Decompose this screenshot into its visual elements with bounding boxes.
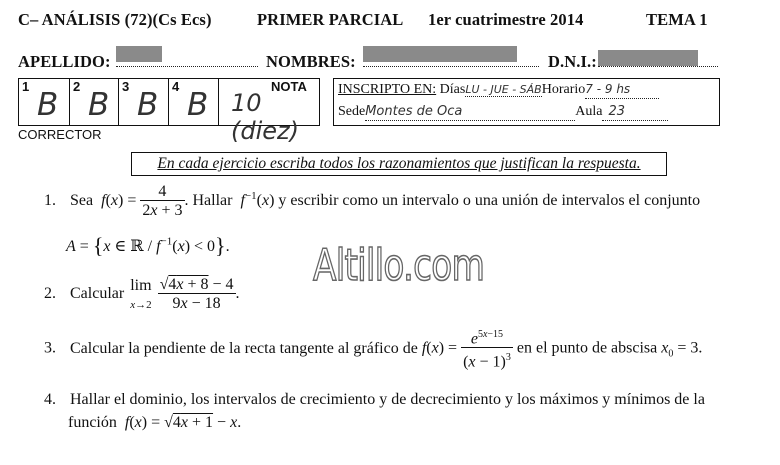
question-4-line-2: función f(x) = √4x + 1 − x. [68, 414, 242, 431]
question-1-set: A = {x ∈ ℝ / $f^{-1}(x) < 0$}. [66, 233, 230, 258]
inscription-row-1 [338, 82, 659, 99]
question-text: función [68, 414, 117, 431]
question-3: 3. Calcular la pendiente de la recta tangente al gráfico de f(x) = $\frac{e^{5x-15}}{(x - 1)^3}$ en el punto de abscisa $x_0 = 3$. [44, 326, 774, 372]
math-expression: f [236, 192, 245, 210]
question-text: Calcular [70, 285, 125, 303]
nota-label: NOTA [271, 79, 307, 94]
nombres-dots [363, 66, 539, 67]
math-limit: lim x→2 [130, 276, 152, 311]
dni-label: D.N.I.: [548, 52, 597, 71]
exam-tema: TEMA 1 [646, 10, 708, 29]
grade-cell-mark: B [137, 87, 159, 123]
question-number: 2. [44, 285, 56, 303]
question-2: 2. Calcular lim x→2 $\frac{√4x + 8 - 4}{9x - 18}$ . [44, 276, 240, 312]
grade-cell-1 [19, 79, 70, 125]
nota-value: 10 (diez) [231, 89, 299, 145]
question-number: 3. [44, 339, 56, 357]
question-1: 1. Sea f(x) = $\frac{4}{2x + 3}$ . Hallar $f^{-1}(x)$ y escribir como un intervalo o una unión de intervalos el conjunto [44, 183, 701, 219]
grade-cell-mark: B [37, 87, 59, 123]
grade-cell-3 [119, 79, 169, 125]
question-text: Calcular la pendiente de la recta tangente al gráfico de [70, 339, 418, 357]
grade-cell-number: 1 [22, 79, 30, 94]
math-fraction: $\frac{√4x + 8 - 4}{9x - 18}$ [159, 276, 234, 312]
exam-term: 1er cuatrimestre 2014 [428, 10, 584, 29]
inscripto-label: INSCRIPTO EN: [338, 82, 437, 97]
aula-value: 23 [608, 104, 625, 119]
sede-value: Montes de Oca [365, 104, 463, 119]
grade-cell-mark: B [187, 87, 209, 123]
math-expression: f [421, 339, 427, 357]
grade-cell-number: 3 [122, 79, 130, 94]
grade-cell-2 [70, 79, 119, 125]
inscription-row-2 [338, 104, 668, 121]
question-text: en el punto de abscisa [516, 339, 658, 357]
grade-cell-number: 2 [73, 79, 81, 94]
dias-value: LU - JUE - SÁB [465, 83, 542, 96]
nombres-label: NOMBRES: [266, 52, 356, 71]
question-number: 1. [44, 192, 56, 210]
watermark: Altillo.com [313, 240, 485, 291]
grade-cell-number: 4 [172, 79, 180, 94]
course-title: C– ANÁLISIS (72)(Cs Ecs) [18, 10, 212, 29]
nombres-redacted [363, 46, 517, 62]
sede-label: Sede [338, 104, 366, 119]
question-text: y escribir como un intervalo o una unión de intervalos el conjunto [278, 192, 701, 210]
apellido-dots [116, 66, 258, 67]
math-fraction: $\frac{4}{2x + 3}$ [142, 183, 183, 219]
question-text: Sea [70, 192, 94, 210]
instructions-box: En cada ejercicio escriba todos los razonamientos que justifican la respuesta. [131, 152, 667, 176]
question-4 [44, 391, 774, 409]
dni-redacted [598, 50, 698, 66]
dias-label: Días [439, 82, 466, 97]
grade-cell-4 [169, 79, 219, 125]
horario-value: 7 - 9 hs [585, 82, 631, 96]
dni-dots [598, 66, 718, 67]
horario-label: Horario [541, 82, 586, 97]
math-expression: f [97, 192, 106, 210]
apellido-redacted [116, 46, 162, 62]
inscription-box [333, 78, 720, 126]
apellido-label: APELLIDO: [18, 52, 111, 71]
math-expression: (x) = [105, 192, 137, 210]
corrector-label: CORRECTOR [18, 127, 102, 142]
aula-label: Aula [575, 104, 603, 119]
nota-cell [219, 79, 318, 145]
math-fraction: $\frac{e^{5x-15}}{(x - 1)^3}$ [461, 326, 513, 372]
question-number: 4. [44, 391, 56, 408]
grade-cell-mark: B [88, 87, 110, 123]
question-text: . Hallar [184, 192, 233, 210]
question-text: Hallar el dominio, los intervalos de crecimiento y de decrecimiento y los máximos y mínimos de la [70, 391, 705, 408]
exam-title: PRIMER PARCIAL [257, 10, 404, 29]
